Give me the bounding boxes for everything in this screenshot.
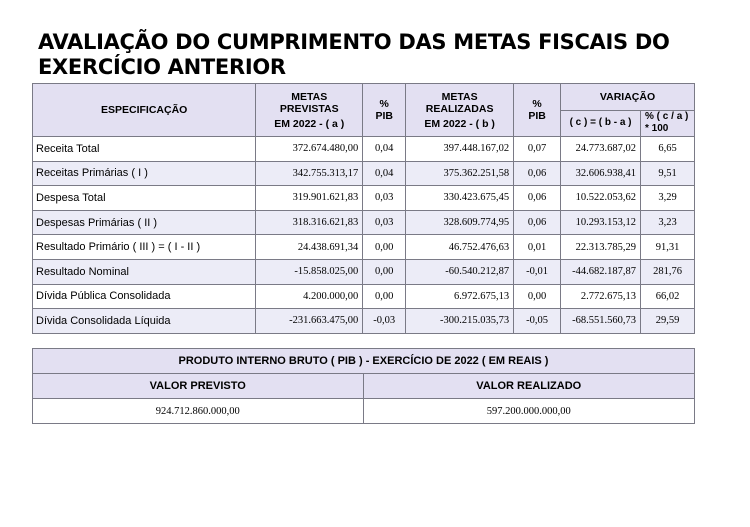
metas-previstas-value: -15.858.025,00 <box>256 259 363 284</box>
pct-pib-b-value: 0,01 <box>514 235 561 260</box>
metas-realizadas-value: 328.609.774,95 <box>406 210 514 235</box>
header-metas-previstas-label: METAS PREVISTAS <box>279 90 339 115</box>
header-pct-pib-a-label: % PIB <box>375 98 393 122</box>
pct-pib-b-value: 0,00 <box>514 284 561 309</box>
pib-valor-previsto-label: VALOR PREVISTO <box>33 374 364 399</box>
variacao-pct-value: 91,31 <box>641 235 695 260</box>
row-label: Receitas Primárias ( I ) <box>33 161 256 186</box>
metas-previstas-value: 318.316.621,83 <box>256 210 363 235</box>
row-label: Despesas Primárias ( II ) <box>33 210 256 235</box>
pib-valor-previsto: 924.712.860.000,00 <box>33 399 364 424</box>
table-row <box>33 284 695 309</box>
variacao-c-value: 10.293.153,12 <box>561 210 641 235</box>
header-variacao-c: ( c ) = ( b - a ) <box>561 110 641 137</box>
pib-header: PRODUTO INTERNO BRUTO ( PIB ) - EXERCÍCIO DE 2022 ( EM REAIS ) <box>33 349 695 374</box>
table-row <box>33 309 695 334</box>
header-metas-realizadas <box>406 84 514 137</box>
metas-previstas-value: 319.901.621,83 <box>256 186 363 211</box>
pib-valor-realizado-label: VALOR REALIZADO <box>363 374 695 399</box>
variacao-pct-value: 3,23 <box>641 210 695 235</box>
table-row <box>33 235 695 260</box>
metas-realizadas-value: 375.362.251,58 <box>406 161 514 186</box>
variacao-pct-value: 9,51 <box>641 161 695 186</box>
pct-pib-a-value: 0,00 <box>363 284 406 309</box>
pct-pib-b-value: 0,07 <box>514 137 561 162</box>
pct-pib-a-value: 0,03 <box>363 186 406 211</box>
header-variacao-pct: % ( c / a ) * 100 <box>641 110 695 137</box>
table-row <box>33 186 695 211</box>
pib-valor-realizado: 597.200.000.000,00 <box>363 399 695 424</box>
row-label: Dívida Pública Consolidada <box>33 284 256 309</box>
variacao-pct-value: 66,02 <box>641 284 695 309</box>
metas-realizadas-value: 330.423.675,45 <box>406 186 514 211</box>
metas-realizadas-value: -60.540.212,87 <box>406 259 514 284</box>
metas-realizadas-value: 6.972.675,13 <box>406 284 514 309</box>
header-variacao: VARIAÇÃO <box>561 84 695 111</box>
pct-pib-b-value: 0,06 <box>514 161 561 186</box>
variacao-c-value: -44.682.187,87 <box>561 259 641 284</box>
metas-previstas-value: 342.755.313,17 <box>256 161 363 186</box>
variacao-c-value: 10.522.053,62 <box>561 186 641 211</box>
table-row <box>33 137 695 162</box>
header-metas-previstas <box>256 84 363 137</box>
pib-table <box>32 348 695 424</box>
table-row <box>33 259 695 284</box>
metas-previstas-value: 372.674.480,00 <box>256 137 363 162</box>
header-metas-previstas-sub: EM 2022 - ( a ) <box>274 117 345 130</box>
pct-pib-b-value: 0,06 <box>514 186 561 211</box>
pct-pib-a-value: 0,00 <box>363 235 406 260</box>
pct-pib-b-value: -0,01 <box>514 259 561 284</box>
row-label: Resultado Primário ( III ) = ( I - II ) <box>33 235 256 260</box>
variacao-pct-value: 6,65 <box>641 137 695 162</box>
header-metas-realizadas-sub: EM 2022 - ( b ) <box>424 117 495 130</box>
metas-previstas-value: 24.438.691,34 <box>256 235 363 260</box>
header-especificacao: ESPECIFICAÇÃO <box>33 84 256 137</box>
fiscal-targets-table <box>32 83 695 334</box>
row-label: Dívida Consolidada Líquida <box>33 309 256 334</box>
metas-previstas-value: -231.663.475,00 <box>256 309 363 334</box>
pct-pib-a-value: 0,04 <box>363 137 406 162</box>
variacao-pct-value: 281,76 <box>641 259 695 284</box>
header-pct-pib-b-label: % PIB <box>528 98 546 122</box>
header-pct-pib-b <box>514 84 561 137</box>
pct-pib-b-value: 0,06 <box>514 210 561 235</box>
metas-previstas-value: 4.200.000,00 <box>256 284 363 309</box>
row-label: Receita Total <box>33 137 256 162</box>
table-row <box>33 161 695 186</box>
page-title: AVALIAÇÃO DO CUMPRIMENTO DAS METAS FISCAIS DO EXERCÍCIO ANTERIOR <box>38 30 670 79</box>
pct-pib-a-value: 0,04 <box>363 161 406 186</box>
header-metas-realizadas-label: METAS REALIZADAS <box>425 90 494 115</box>
variacao-c-value: 32.606.938,41 <box>561 161 641 186</box>
metas-realizadas-value: -300.215.035,73 <box>406 309 514 334</box>
variacao-pct-value: 3,29 <box>641 186 695 211</box>
metas-realizadas-value: 397.448.167,02 <box>406 137 514 162</box>
variacao-c-value: -68.551.560,73 <box>561 309 641 334</box>
pct-pib-b-value: -0,05 <box>514 309 561 334</box>
row-label: Despesa Total <box>33 186 256 211</box>
variacao-c-value: 22.313.785,29 <box>561 235 641 260</box>
variacao-c-value: 2.772.675,13 <box>561 284 641 309</box>
pct-pib-a-value: 0,03 <box>363 210 406 235</box>
variacao-c-value: 24.773.687,02 <box>561 137 641 162</box>
pct-pib-a-value: -0,03 <box>363 309 406 334</box>
variacao-pct-value: 29,59 <box>641 309 695 334</box>
header-pct-pib-a <box>363 84 406 137</box>
table-row <box>33 210 695 235</box>
metas-realizadas-value: 46.752.476,63 <box>406 235 514 260</box>
pct-pib-a-value: 0,00 <box>363 259 406 284</box>
row-label: Resultado Nominal <box>33 259 256 284</box>
